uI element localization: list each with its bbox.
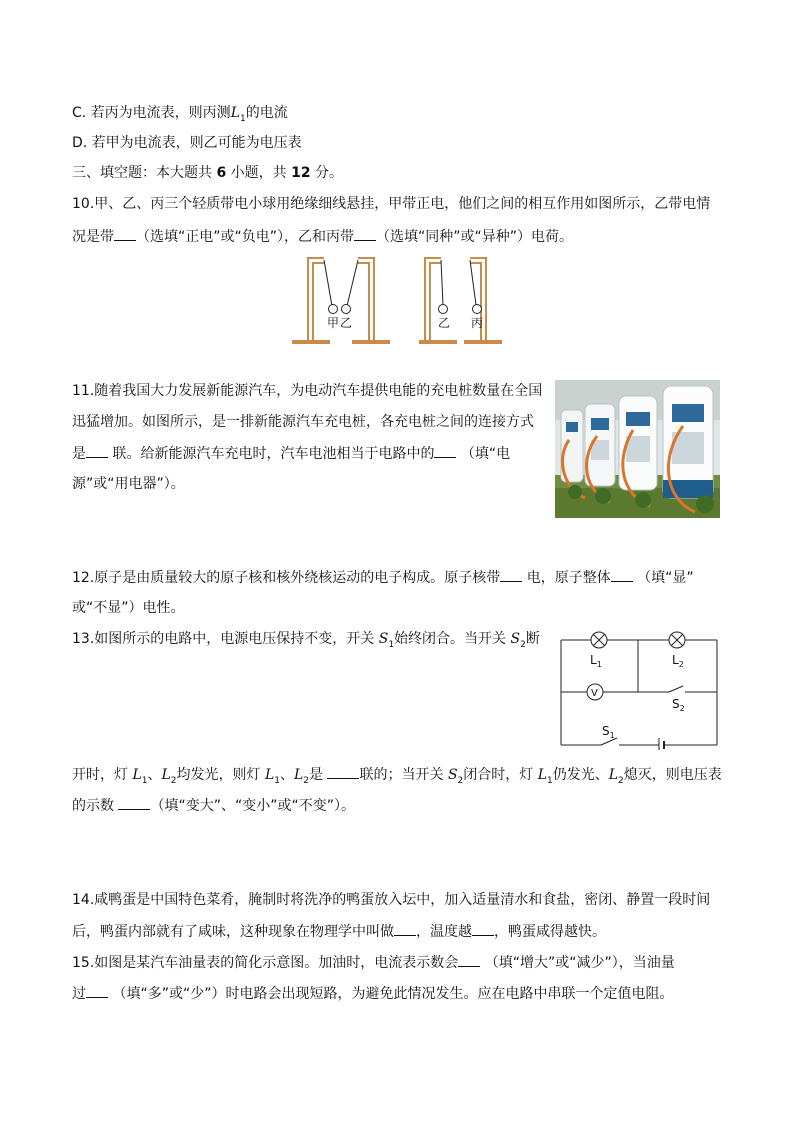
q14-blank-1 <box>394 921 416 936</box>
label-bing: 丙 <box>471 316 484 330</box>
q14-line-2 <box>72 921 606 942</box>
q15-text-c: 过 <box>72 986 86 1002</box>
q12-blank-1 <box>500 567 522 582</box>
q14-blank-2 <box>472 921 494 936</box>
q13-text-c: 断 <box>525 631 540 647</box>
option-c-text-end: 的电流 <box>245 105 288 121</box>
q11-line-1: 11.随着我国大力发展新能源汽车，为电动汽车提供电能的充电桩数量在全国 <box>72 383 543 399</box>
q10-blank-1 <box>114 226 136 241</box>
q13-l2c-sub: 2 <box>618 775 624 786</box>
section-text-3: 分。 <box>310 165 344 181</box>
q13-s1-sub: 1 <box>388 639 395 650</box>
q10-blank-2 <box>354 226 376 241</box>
q13-s2-sub: 2 <box>520 639 526 650</box>
q15-text-a: 15.如图是某汽车油量表的简化示意图。加油时，电流表示数会 <box>72 955 459 971</box>
charging-station-photo <box>555 380 720 518</box>
q12-line-2: 或“不显”）电性。 <box>72 600 185 616</box>
q13-text-i: 仍发光、 <box>552 767 609 783</box>
ball-bing <box>473 305 482 314</box>
q13-line-1 <box>72 629 540 655</box>
thread-yi2 <box>441 260 443 305</box>
q13-text-k: 的示数 <box>72 798 119 814</box>
q13-sep: 、 <box>147 767 162 783</box>
q14-text-c: ，鸭蛋咸得越快。 <box>494 924 606 940</box>
q13-text-h: 闭合时，灯 <box>463 767 538 783</box>
section-heading <box>72 163 343 183</box>
q13-blank-1 <box>327 764 359 779</box>
q13-l1c: L <box>537 767 548 783</box>
q12-text-c: （填“显” <box>632 570 694 586</box>
q11-line-3 <box>72 443 510 464</box>
q13-l2-sub: 2 <box>170 775 177 786</box>
circuit-label-s2: $S_2$ <box>672 697 685 713</box>
thread-yi <box>347 260 358 306</box>
q13-l2c: L <box>608 767 619 783</box>
q15-blank-1 <box>458 952 480 967</box>
q14-text-a: 后，鸭蛋内部就有了咸味，这种现象在物理学中叫做 <box>72 924 394 940</box>
circuit-label-v: V <box>591 688 598 699</box>
option-c <box>72 103 288 129</box>
section-text-1: 三、填空题：本大题共 <box>72 165 217 181</box>
q12-text-a: 12.原子是由质量较大的原子核和核外绕核运动的电子构成。原子核带 <box>72 570 501 586</box>
q13-l2: L <box>161 767 171 783</box>
q13-line-3 <box>72 795 355 816</box>
thread-jia <box>324 260 332 306</box>
section-text-2: 小题，共 <box>226 165 292 181</box>
option-c-text: C. 若丙为电流表，则丙测 <box>72 105 231 121</box>
q13-text-l: （填“变大”、“变小”或“不变”）。 <box>150 798 355 814</box>
q13-l1b-sub: 1 <box>274 775 280 786</box>
q15-text-b: （填“增大”或“减少”），当油量 <box>480 955 675 971</box>
q11-text-c: （填“电 <box>456 446 511 462</box>
q13-s2b-sub: 2 <box>457 775 464 786</box>
q12-text-b: 电，原子整体 <box>522 570 611 586</box>
q10-line-1: 10.甲、乙、丙三个轻质带电小球用绝缘细线悬挂，甲带正电，他们之间的相互作用如图所示，乙带电情 <box>72 196 711 212</box>
q13-line-2 <box>72 764 722 791</box>
section-score: 12 <box>291 165 311 181</box>
q10-pendulum-figure <box>288 254 508 350</box>
ball-yi <box>342 305 351 314</box>
q15-line-2 <box>72 983 673 1004</box>
option-c-sub: 1 <box>239 113 246 124</box>
q13-l1b: L <box>264 767 275 783</box>
q10-text-b: （选填“正电”或“负电”），乙和丙带 <box>136 229 355 245</box>
q13-l1c-sub: 1 <box>547 775 553 786</box>
q13-blank-2 <box>118 795 150 810</box>
q13-text-a: 13.如图所示的电路中，电源电压保持不变，开关 <box>72 631 379 647</box>
q13-text-g: 联的；当开关 <box>359 767 448 783</box>
q11-blank-1 <box>86 443 108 458</box>
q11-text-a: 是 <box>72 446 86 462</box>
q13-text-f: 是 <box>309 767 328 783</box>
q13-s1: S <box>378 631 389 647</box>
label-yi2: 乙 <box>438 316 451 330</box>
q11-text-b: 联。给新能源汽车充电时，汽车电池相当于电路中的 <box>108 446 435 462</box>
q13-sep2: 、 <box>280 767 294 783</box>
ball-yi2 <box>439 305 448 314</box>
q13-text-b: 始终闭合。当开关 <box>394 631 511 647</box>
label-yi: 乙 <box>340 316 353 330</box>
label-jia: 甲 <box>327 316 340 330</box>
q13-s2: S <box>510 631 521 647</box>
q12-blank-2 <box>611 567 633 582</box>
q13-l2b-sub: 2 <box>303 775 310 786</box>
q14-text-b: ，温度越 <box>416 924 472 940</box>
circuit-label-l1: $L_1$ <box>590 653 602 669</box>
option-c-var: L <box>230 105 240 121</box>
section-count: 6 <box>216 165 227 181</box>
q13-l1: L <box>132 767 142 783</box>
q13-circuit-diagram <box>555 628 725 750</box>
q11-line-2: 迅猛增加。如图所示，是一排新能源汽车充电桩，各充电桩之间的连接方式 <box>72 414 534 430</box>
ball-jia <box>329 305 338 314</box>
circuit-label-l2: $L_2$ <box>672 653 684 669</box>
q11-blank-2 <box>434 443 456 458</box>
q15-text-d: （填“多”或“少”）时电路会出现短路，为避免此情况发生。应在电路中串联一个定值电阻。 <box>108 986 674 1002</box>
option-d: D. 若甲为电流表，则乙可能为电压表 <box>72 135 302 151</box>
thread-bing <box>470 260 476 305</box>
q13-s2b: S <box>447 767 458 783</box>
q14-line-1: 14.咸鸭蛋是中国特色菜肴，腌制时将洗净的鸭蛋放入坛中，加入适量清水和食盐，密闭、静置一段时间 <box>72 892 711 908</box>
q13-text-e: 均发光，则灯 <box>176 767 265 783</box>
q13-l2b: L <box>294 767 304 783</box>
q11-line-4: 源”或“用电器”）。 <box>72 476 185 492</box>
circuit-label-s1: $S_1$ <box>602 724 615 740</box>
q13-l1-sub: 1 <box>141 775 148 786</box>
q10-text-a: 况是带 <box>72 229 114 245</box>
q12-line-1 <box>72 567 694 588</box>
q10-text-c: （选填“同种”或“异种”）电荷。 <box>376 229 574 245</box>
switch-s2-symbol <box>669 686 683 692</box>
q15-blank-2 <box>86 983 108 998</box>
q15-line-1 <box>72 952 675 973</box>
q13-text-j: 熄灭，则电压表 <box>623 767 722 783</box>
q10-line-2 <box>72 226 573 247</box>
q13-text-d: 开时，灯 <box>72 767 133 783</box>
